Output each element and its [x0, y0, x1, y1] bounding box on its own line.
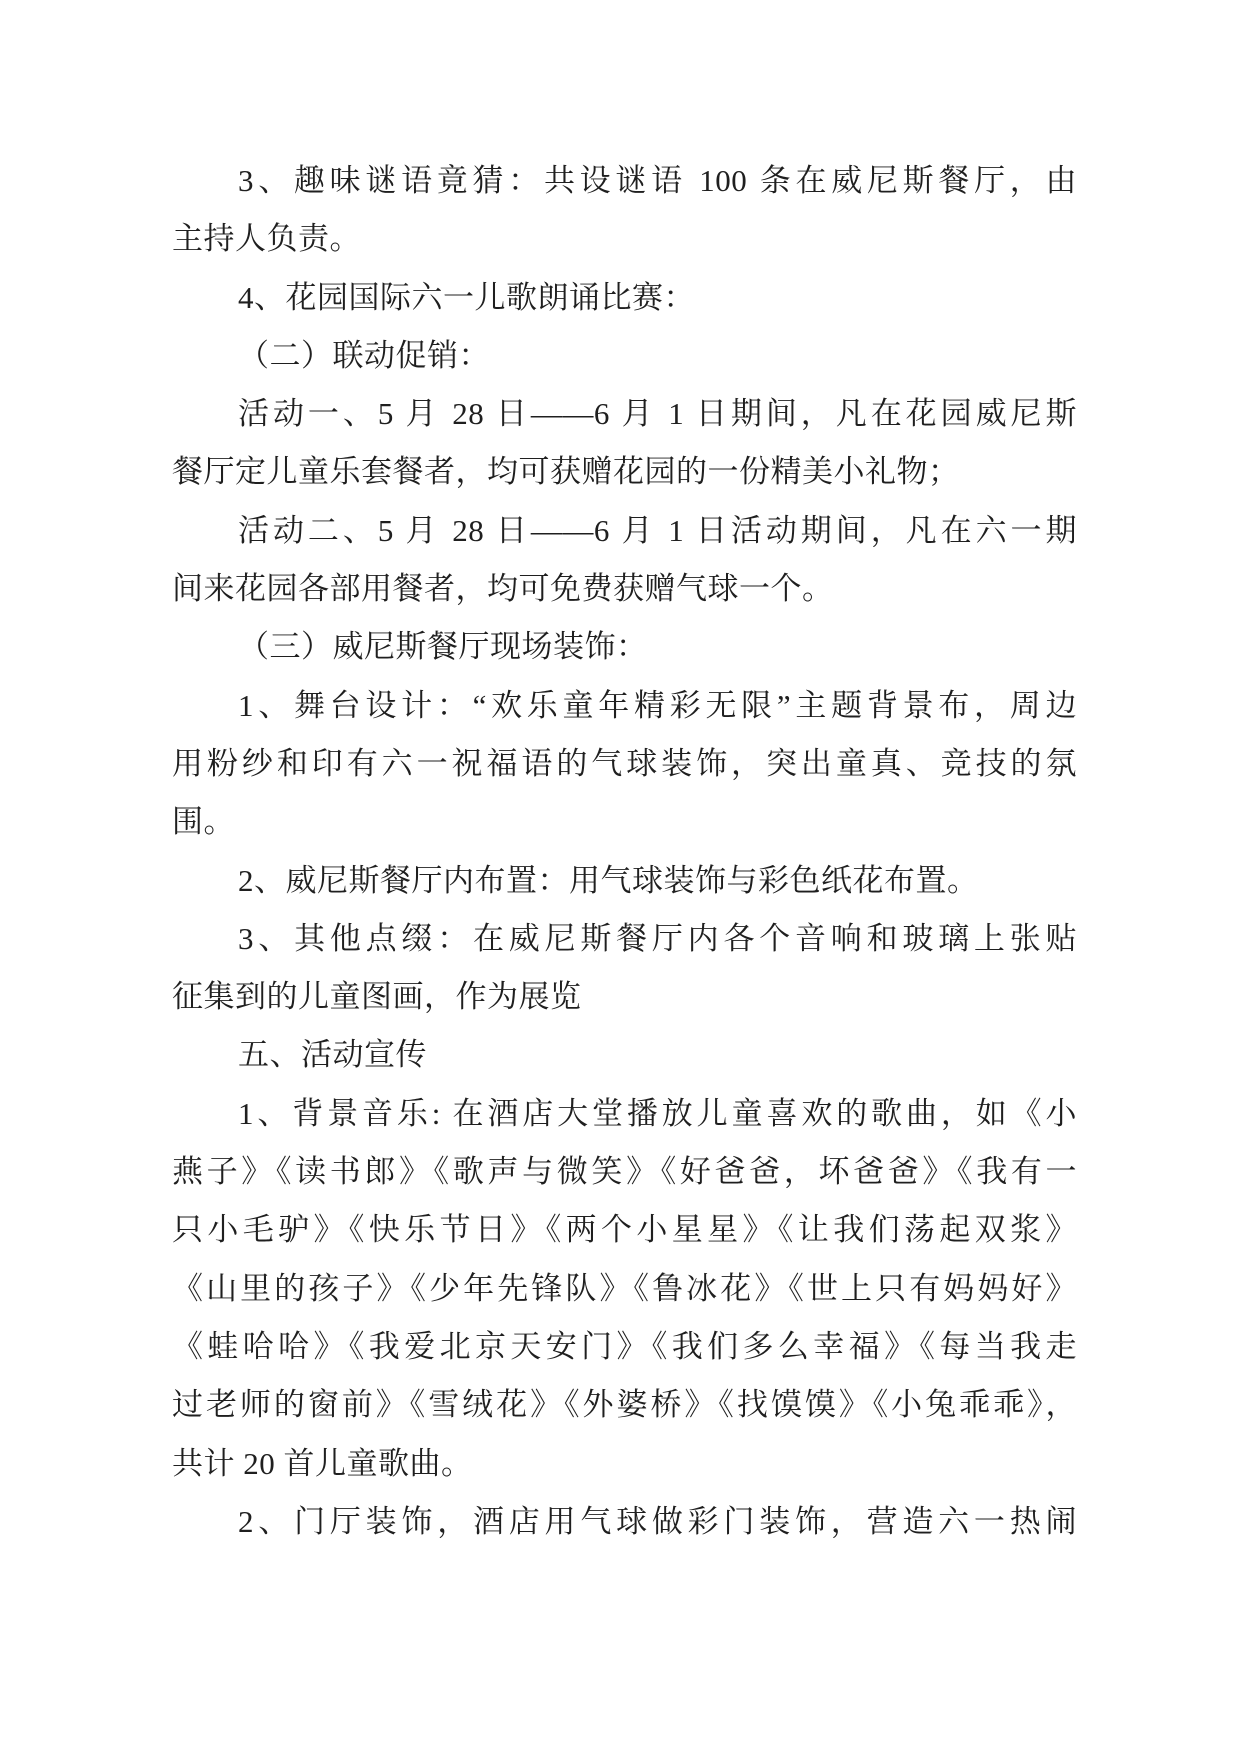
text-line: （二）联动促销： — [238, 337, 490, 373]
text-line: 共计 20 首儿童歌曲。 — [172, 1445, 473, 1481]
text-line: 4、花园国际六一儿歌朗诵比赛： — [238, 279, 695, 315]
text-line: 2、门厅装饰，酒店用气球做彩门装饰，营造六一热闹 — [238, 1503, 1077, 1539]
text-line: 活动一、5 月 28 日——6 月 1 日期间，凡在花园威尼斯 — [238, 396, 1077, 432]
text-line: 《山里的孩子》《少年先锋队》《鲁冰花》《世上只有妈妈好》 — [172, 1270, 1077, 1306]
text-line: 用粉纱和印有六一祝福语的气球装饰，突出童真、竞技的氛 — [172, 745, 1077, 781]
text-line: 1、背景音乐: 在酒店大堂播放儿童喜欢的歌曲，如《小 — [238, 1095, 1077, 1131]
text-line: 燕子》《读书郎》《歌声与微笑》《好爸爸，坏爸爸》《我有一 — [172, 1154, 1077, 1190]
text-line: 过老师的窗前》《雪绒花》《外婆桥》《找馍馍》《小兔乖乖》， — [172, 1387, 1077, 1423]
text-line: 间来花园各部用餐者，均可免费获赠气球一个。 — [172, 571, 834, 607]
text-line: 1、舞台设计：“欢乐童年精彩无限”主题背景布，周边 — [238, 687, 1077, 723]
text-line: 《蛙哈哈》《我爱北京天安门》《我们多么幸福》《每当我走 — [172, 1328, 1077, 1364]
text-line: 只小毛驴》《快乐节日》《两个小星星》《让我们荡起双浆》 — [172, 1212, 1077, 1248]
text-line: 2、威尼斯餐厅内布置：用气球装饰与彩色纸花布置。 — [238, 862, 979, 898]
text-line: 主持人负责。 — [172, 221, 361, 257]
text-line: 征集到的儿童图画，作为展览 — [172, 979, 582, 1015]
text-line: （三）威尼斯餐厅现场装饰： — [238, 629, 648, 665]
text-line: 活动二、5 月 28 日——6 月 1 日活动期间，凡在六一期 — [238, 512, 1077, 548]
document-body — [172, 152, 1077, 1551]
text-line: 五、活动宣传 — [238, 1037, 427, 1073]
text-line: 餐厅定儿童乐套餐者，均可获赠花园的一份精美小礼物； — [172, 454, 960, 490]
text-line: 3、趣味谜语竟猜：共设谜语 100 条在威尼斯餐厅，由 — [238, 163, 1077, 198]
text-line: 围。 — [172, 804, 235, 840]
text-line: 3、其他点缀：在威尼斯餐厅内各个音响和玻璃上张贴 — [238, 920, 1077, 956]
